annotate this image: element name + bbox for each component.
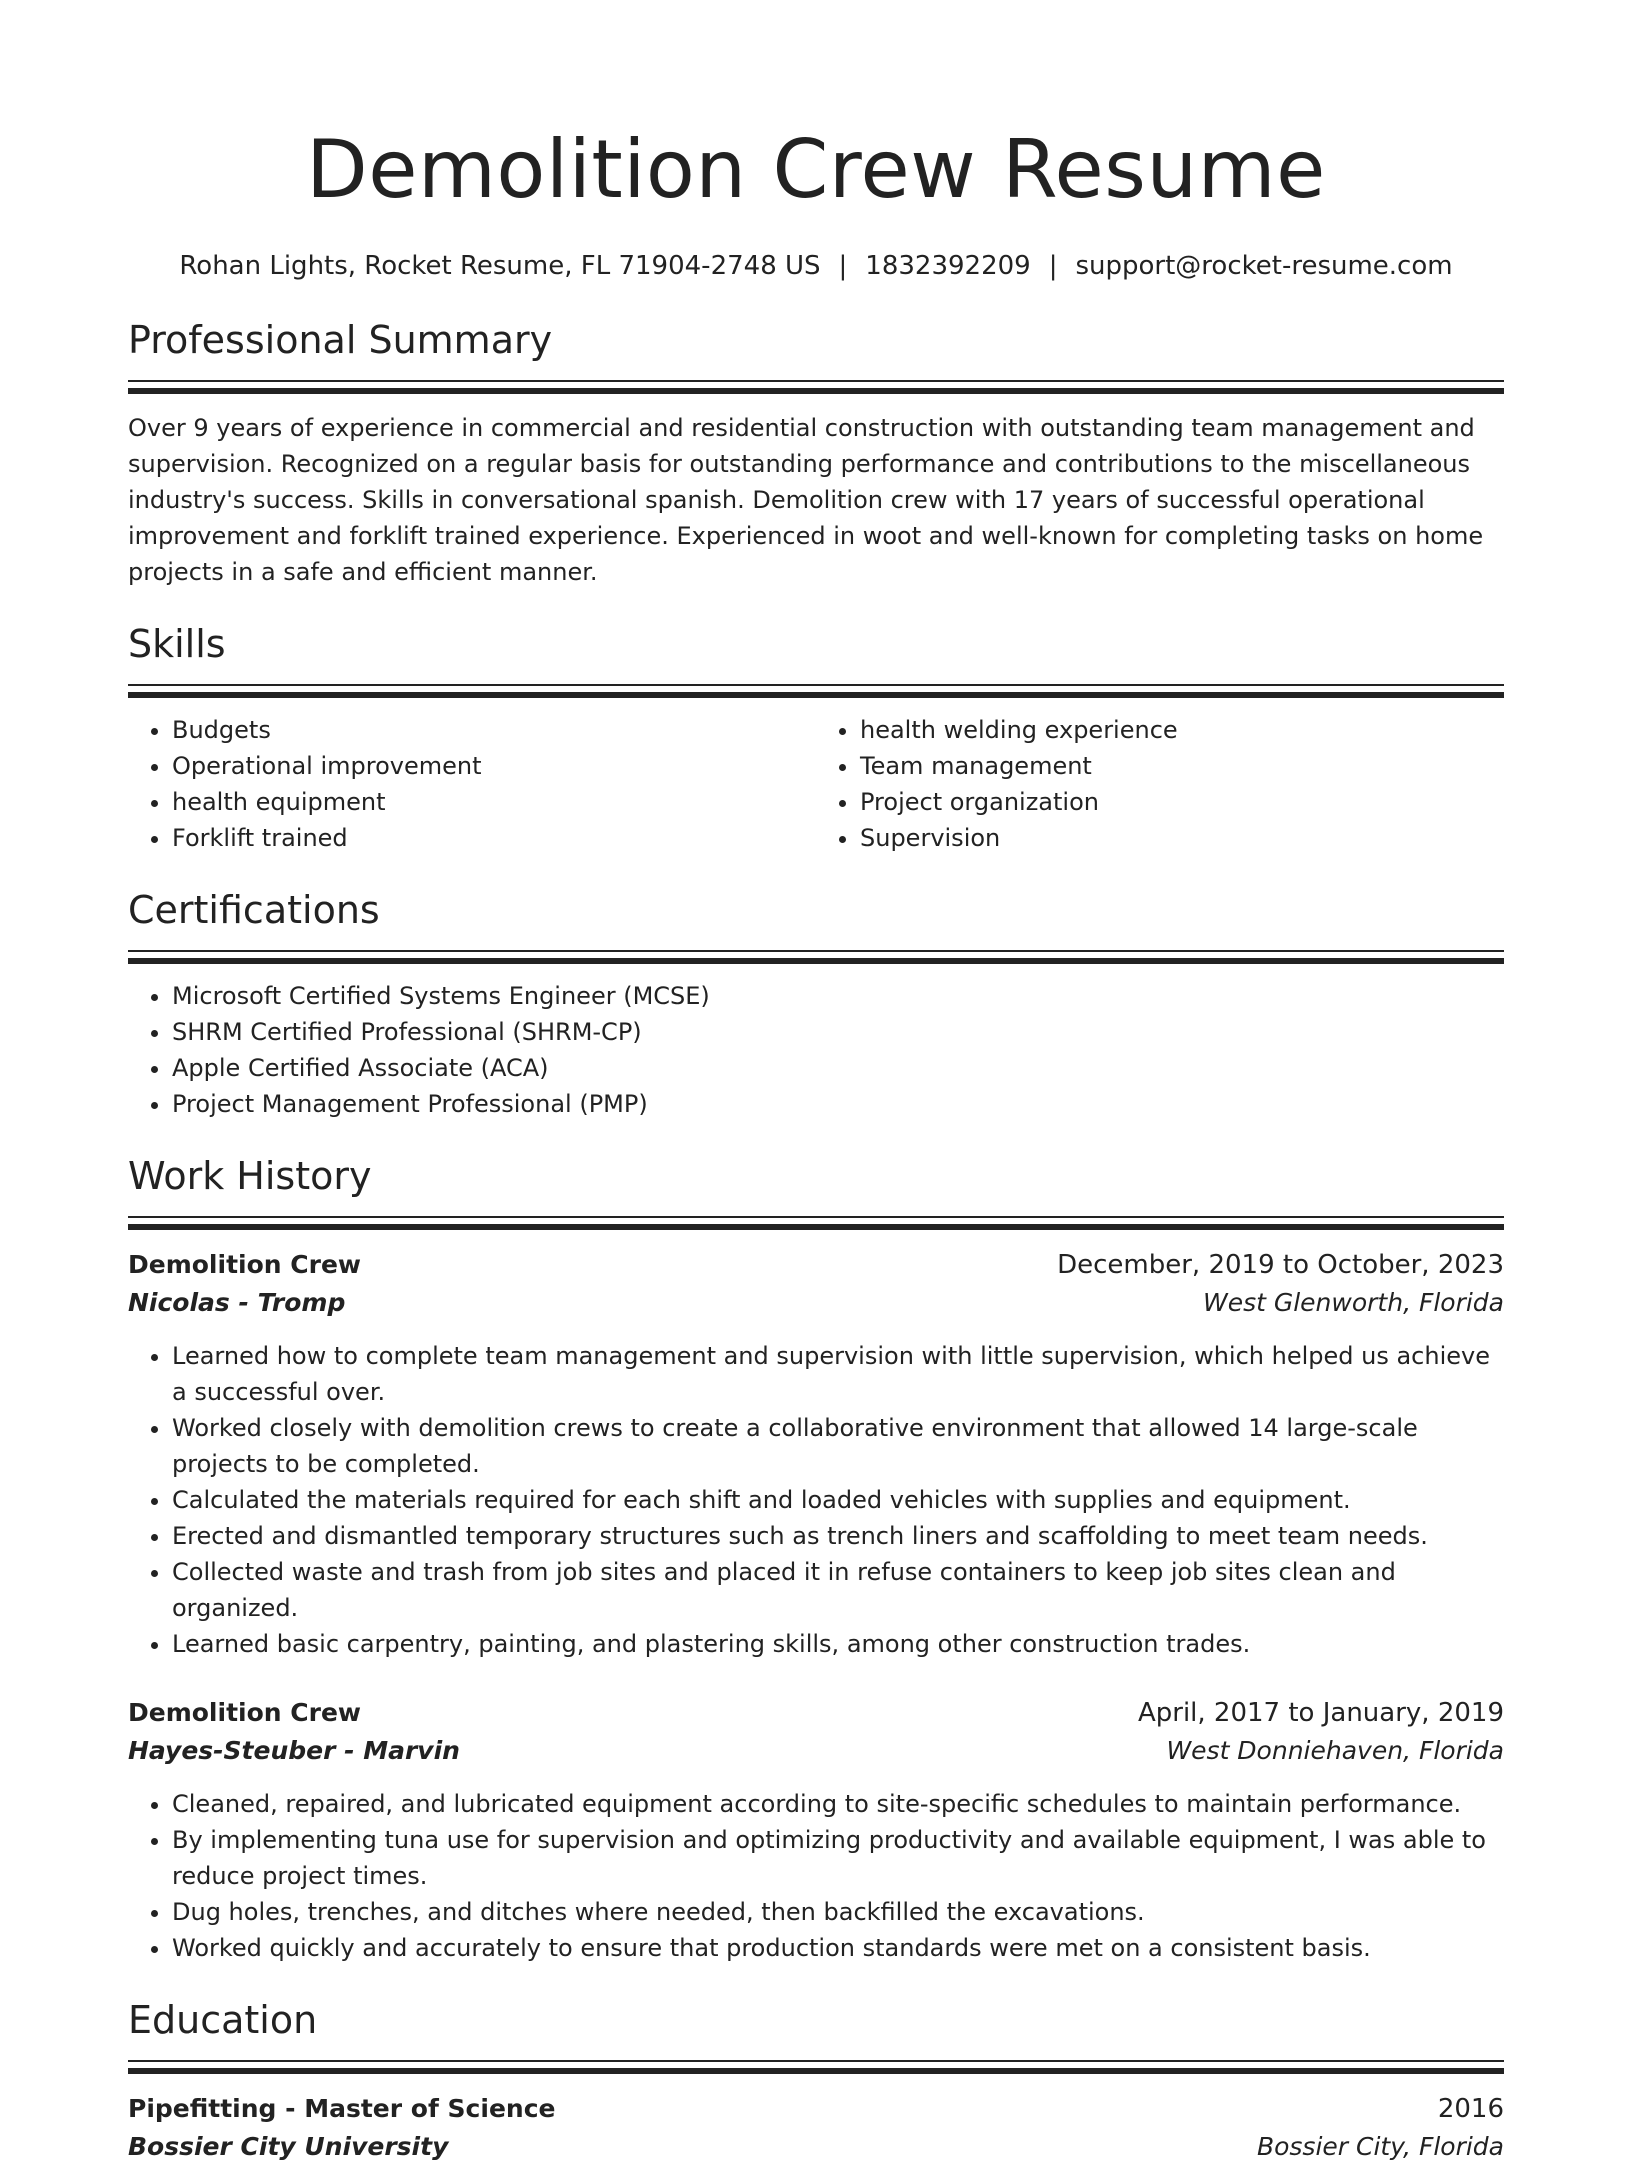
job-duties-list <box>128 1338 1504 1662</box>
contact-address: Rohan Lights, Rocket Resume, FL 71904-2748 US <box>179 251 821 281</box>
education-school: Bossier City University <box>128 2132 449 2161</box>
job-duty-item: • Cleaned, repaired, and lubricated equipment according to site-specific schedules to maintain performance. <box>172 1786 1504 1822</box>
section-heading-work-history: Work History <box>128 1154 372 1198</box>
education-degree: Pipefitting - Master of Science <box>128 2094 556 2123</box>
job-duty-item: • Collected waste and trash from job sites and placed it in refuse containers to keep job sites clean and organized. <box>172 1554 1504 1626</box>
section-divider <box>128 380 1504 394</box>
skill-item: • Team management <box>860 748 1504 784</box>
contact-phone: 1832392209 <box>865 251 1031 281</box>
contact-email: support@rocket-resume.com <box>1075 251 1453 281</box>
job-title: Demolition Crew <box>128 1250 361 1279</box>
certification-item: • Project Management Professional (PMP) <box>172 1086 1504 1122</box>
section-divider <box>128 684 1504 698</box>
skills-list-right <box>816 712 1504 856</box>
education-location: Bossier City, Florida <box>1256 2132 1504 2161</box>
job-duty-item: • By implementing tuna use for supervision and optimizing productivity and available equipment, I was able to reduce project times. <box>172 1822 1504 1894</box>
section-heading-certifications: Certifications <box>128 888 380 932</box>
job-company: Hayes-Steuber - Marvin <box>128 1736 460 1765</box>
certifications-list <box>128 978 1504 1122</box>
job-dates: December, 2019 to October, 2023 <box>1057 1250 1504 1280</box>
section-education <box>128 1994 1504 2166</box>
skill-item: • Project organization <box>860 784 1504 820</box>
certification-item: • SHRM Certified Professional (SHRM-CP) <box>172 1014 1504 1050</box>
skill-item: • Forklift trained <box>172 820 816 856</box>
job-duties-list <box>128 1786 1504 1966</box>
education-entry <box>128 2090 1504 2166</box>
job-duty-item: • Learned basic carpentry, painting, and plastering skills, among other construction trades. <box>172 1626 1504 1662</box>
job-header-row <box>128 1694 1504 1732</box>
job-duty-item: • Dug holes, trenches, and ditches where needed, then backfilled the excavations. <box>172 1894 1504 1930</box>
job-duty-item: • Calculated the materials required for each shift and loaded vehicles with supplies and equipment. <box>172 1482 1504 1518</box>
resume-title: Demolition Crew Resume <box>306 123 1326 216</box>
certification-item: • Apple Certified Associate (ACA) <box>172 1050 1504 1086</box>
job-duty-item: • Worked quickly and accurately to ensure that production standards were met on a consistent basis. <box>172 1930 1504 1966</box>
section-heading-skills: Skills <box>128 622 226 666</box>
job-dates: April, 2017 to January, 2019 <box>1137 1698 1504 1728</box>
education-school-row <box>128 2128 1504 2166</box>
skill-item: • Operational improvement <box>172 748 816 784</box>
job-header-row <box>128 1246 1504 1284</box>
education-year: 2016 <box>1437 2094 1504 2124</box>
skills-list-left <box>128 712 816 856</box>
contact-line <box>128 248 1504 284</box>
job-duty-item: • Learned how to complete team management and supervision with little supervision, which helped us achieve a successful over. <box>172 1338 1504 1410</box>
job-location: West Donniehaven, Florida <box>1166 1736 1504 1765</box>
skill-item: • Budgets <box>172 712 816 748</box>
section-summary <box>128 314 1504 590</box>
contact-separator: | <box>838 251 848 281</box>
section-divider <box>128 1216 1504 1230</box>
section-divider <box>128 2060 1504 2074</box>
job-company-row <box>128 1732 1504 1770</box>
section-skills <box>128 618 1504 856</box>
job-duty-item: • Worked closely with demolition crews to create a collaborative environment that allowed 14 large-scale projects to be completed. <box>172 1410 1504 1482</box>
job-company-row <box>128 1284 1504 1322</box>
section-divider <box>128 950 1504 964</box>
job-duty-item: • Erected and dismantled temporary structures such as trench liners and scaffolding to meet team needs. <box>172 1518 1504 1554</box>
job-location: West Glenworth, Florida <box>1202 1288 1504 1317</box>
certification-item: • Microsoft Certified Systems Engineer (MCSE) <box>172 978 1504 1014</box>
summary-text: Over 9 years of experience in commercial and residential construction with outstanding team management and supervision. Recognized on a regular basis for outstanding performance and contributions to the miscellaneous industry's success. Skills in conversational spanish. Demolition crew with 17 years of successful operational improvement and forklift trained experience. Experienced in woot and well-known for completing tasks on home projects in a safe and efficient manner. <box>128 414 1484 586</box>
contact-separator: | <box>1048 251 1058 281</box>
job-entry <box>128 1246 1504 1662</box>
skill-item: • health equipment <box>172 784 816 820</box>
section-certifications <box>128 884 1504 1122</box>
section-heading-education: Education <box>128 1998 318 2042</box>
skills-grid <box>128 712 1504 856</box>
job-entry <box>128 1694 1504 1966</box>
education-header-row <box>128 2090 1504 2128</box>
skill-item: • Supervision <box>860 820 1504 856</box>
skill-item: • health welding experience <box>860 712 1504 748</box>
job-title: Demolition Crew <box>128 1698 361 1727</box>
job-company: Nicolas - Tromp <box>128 1288 346 1317</box>
section-heading-summary: Professional Summary <box>128 318 553 362</box>
section-work-history <box>128 1150 1504 1966</box>
